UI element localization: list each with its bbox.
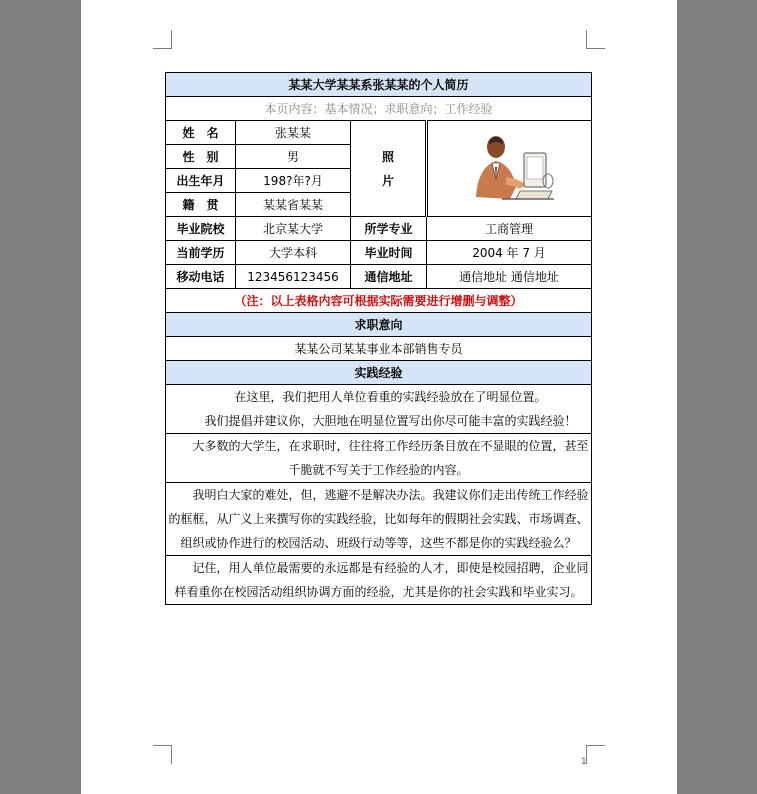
experience-paragraph: 我们提倡并建议你，大胆地在明显位置写出你尽可能丰富的实践经验！ [204,414,577,428]
phone-value[interactable]: 123456123456 [236,265,351,289]
objective-value[interactable]: 某某公司某某事业本部销售专员 [166,337,592,361]
photo-cell[interactable] [427,121,592,217]
experience-block-3[interactable] [166,483,592,556]
name-label: 姓 名 [166,121,236,145]
margin-mark-top-left [153,30,172,49]
photo-label [351,121,427,217]
graduation-time-value[interactable]: 2004 年 7 月 [427,241,592,265]
address-label: 通信地址 [351,265,427,289]
experience-paragraph: 记住，用人单位最需要的永远都是有经验的人才，即使是校园招聘，企业同样看重你在校园活动组织协调方面的经验，尤其是你的社会实践和毕业实习。 [174,561,589,599]
margin-mark-bottom-right [586,745,605,764]
gender-value[interactable]: 男 [236,145,351,169]
birth-value[interactable]: 198?年?月 [236,169,351,193]
experience-block-2[interactable] [166,434,592,483]
businessman-at-computer-icon [462,127,558,211]
experience-paragraph: 大多数的大学生，在求职时，往往将工作经历条目放在不显眼的位置，甚至千脆就不写关于工作经验的内容。 [192,439,589,477]
margin-mark-bottom-left [153,745,172,764]
photo-label-char-2: 片 [381,173,394,188]
graduation-time-label: 毕业时间 [351,241,427,265]
experience-paragraph: 在这里，我们把用人单位看重的实践经验放在了明显位置。 [234,390,547,404]
table-note[interactable]: （注：以上表格内容可根据实际需要进行增删与调整） [166,289,592,313]
experience-paragraph: 我明白大家的难处，但，逃避不是解决办法。我建议你们走出传统工作经验的框框，从广义上来撰写你的实践经验，比如每年的假期社会实践、市场调查、组织或协作进行的校园活动、班级行动等等，这些不都是你的实践经验么？ [168,488,589,550]
resume-table [165,72,592,605]
experience-block-1[interactable] [166,385,592,434]
document-page [81,0,677,794]
margin-mark-top-right [586,30,605,49]
phone-label: 移动电话 [166,265,236,289]
objective-heading: 求职意向 [166,313,592,337]
experience-block-4[interactable] [166,556,592,605]
school-label: 毕业院校 [166,217,236,241]
page-number: 1 [581,757,587,767]
major-value[interactable]: 工商管理 [427,217,592,241]
major-label: 所学专业 [351,217,427,241]
gender-label: 性 别 [166,145,236,169]
photo-label-char-1: 照 [381,149,394,164]
school-value[interactable]: 北京某大学 [236,217,351,241]
native-place-value[interactable]: 某某省某某 [236,193,351,217]
address-value[interactable]: 通信地址 通信地址 [427,265,592,289]
resume-document [165,72,591,723]
native-place-label: 籍 贯 [166,193,236,217]
degree-label: 当前学历 [166,241,236,265]
experience-heading: 实践经验 [166,361,592,385]
name-value[interactable]: 张某某 [236,121,351,145]
resume-subtitle[interactable]: 本页内容：基本情况；求职意向；工作经验 [166,97,592,121]
degree-value[interactable]: 大学本科 [236,241,351,265]
resume-title[interactable]: 某某大学某某系张某某的个人简历 [166,73,592,97]
birth-label: 出生年月 [166,169,236,193]
